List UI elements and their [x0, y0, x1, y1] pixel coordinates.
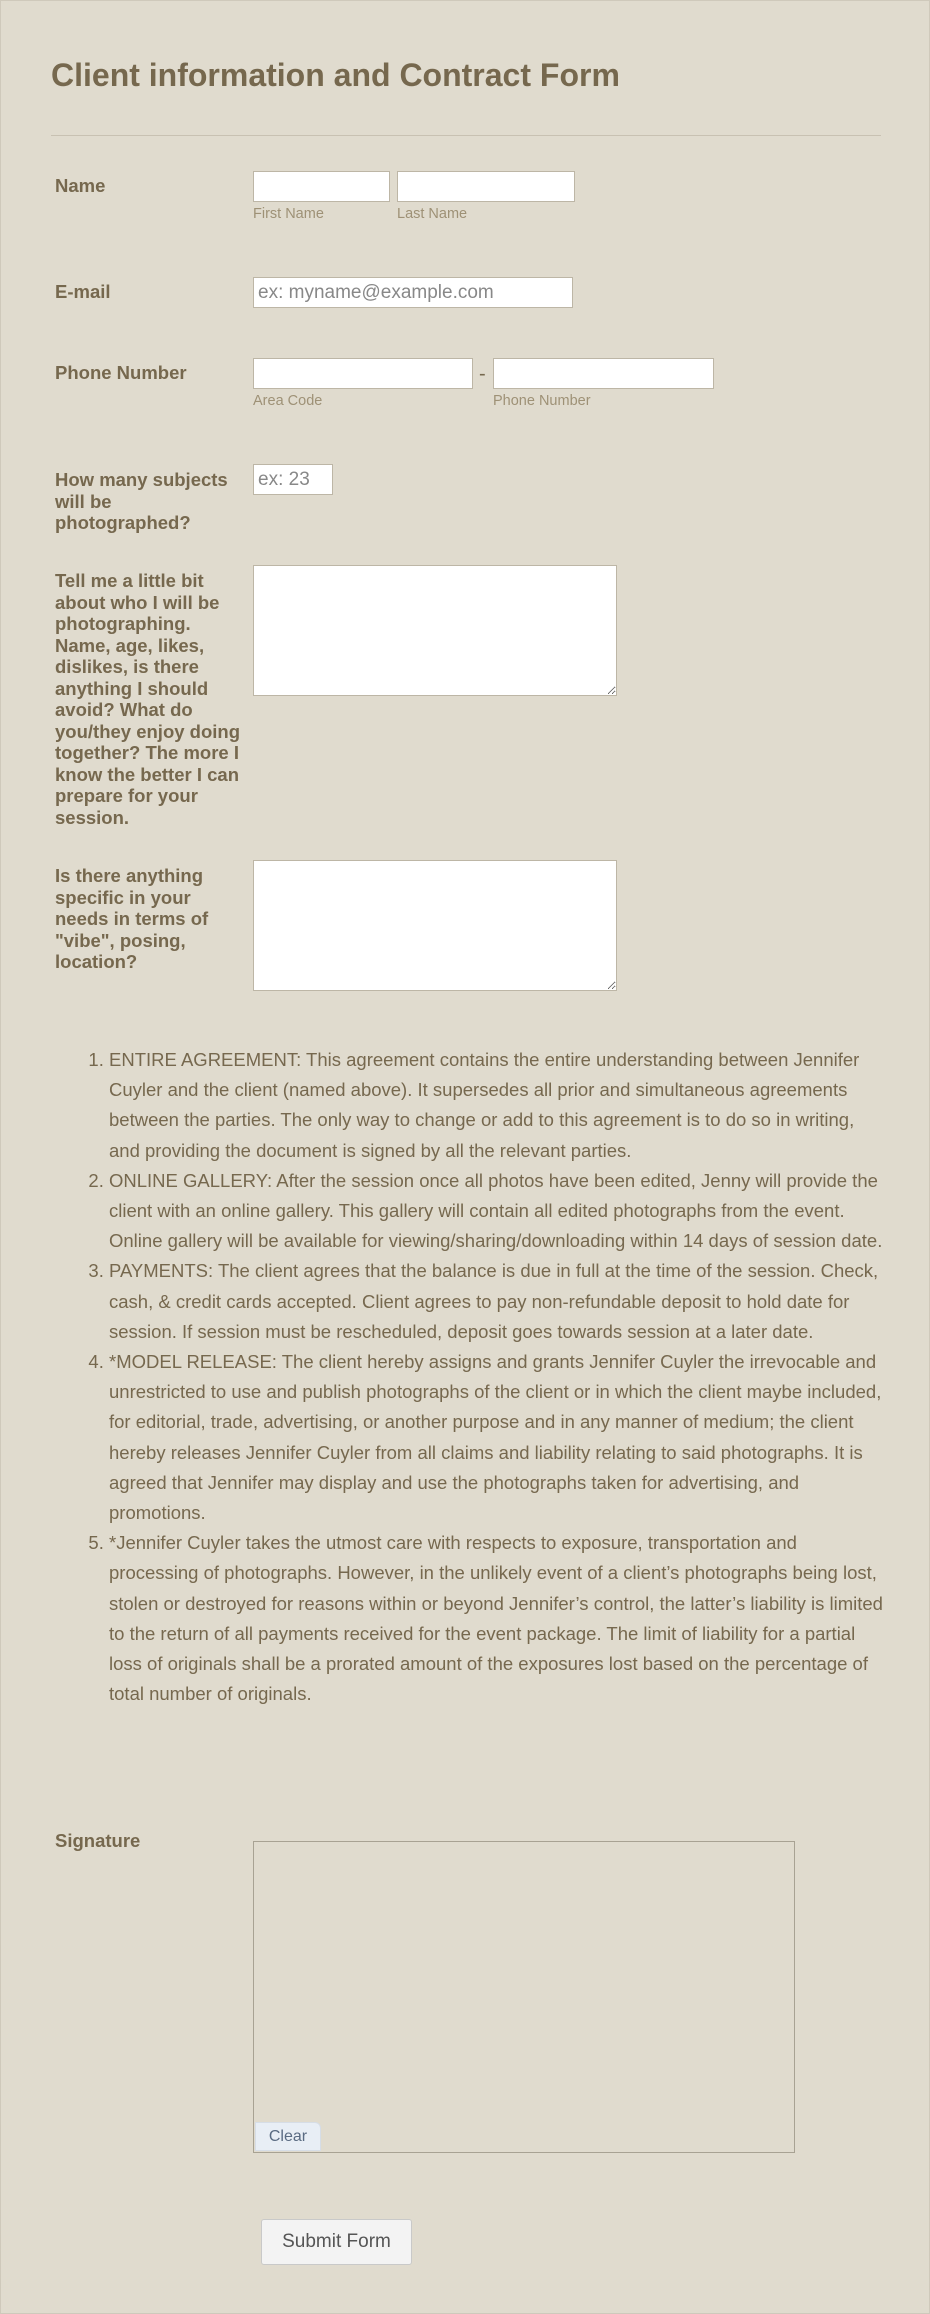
last-name-sublabel: Last Name: [397, 206, 468, 222]
first-name-sublabel: First Name: [253, 206, 324, 222]
needs-textarea[interactable]: [253, 860, 617, 991]
phone-separator: -: [479, 363, 486, 385]
phone-number-sublabel: Phone Number: [493, 393, 591, 409]
contract-term: 1. ENTIRE AGREEMENT: This agreement contains the entire understanding between Jennifer Cuyler and the client (named above). It supersedes all prior and simultaneous agreements between the parties. The only way to change or add to this agreement is to do so in writing, and providing the document is signed by all the relevant parties.: [109, 1045, 885, 1166]
clear-signature-button[interactable]: Clear: [255, 2122, 321, 2151]
signature-pad[interactable]: [253, 1841, 795, 2153]
first-name-input[interactable]: [253, 171, 390, 202]
about-label: Tell me a little bit about who I will be photographing. Name, age, likes, dislikes, is there anything I should avoid? What do you/they enjoy doing together? The more I know the better I can prepare for your session.: [55, 570, 241, 828]
contract-term: 2. ONLINE GALLERY: After the session once all photos have been edited, Jenny will provide the client with an online gallery. This gallery will contain all edited photographs from the event. Online gallery will be available for viewing/sharing/downloading within 14 days of session date.: [109, 1166, 885, 1257]
name-label: Name: [55, 175, 106, 196]
submit-button[interactable]: Submit Form: [261, 2219, 412, 2265]
last-name-input[interactable]: [397, 171, 575, 202]
subjects-label: How many subjects will be photographed?: [55, 469, 228, 533]
email-input[interactable]: [253, 277, 573, 308]
phone-label: Phone Number: [55, 362, 187, 383]
about-textarea[interactable]: [253, 565, 617, 696]
contract-term: 3. PAYMENTS: The client agrees that the balance is due in full at the time of the session. Check, cash, & credit cards accepted. Client agrees to pay non-refundable deposit to hold date for session. If session must be rescheduled, deposit goes towards session at a later date.: [109, 1256, 885, 1347]
phone-number-input[interactable]: [493, 358, 714, 389]
subjects-input[interactable]: [253, 464, 333, 495]
email-label: E-mail: [55, 281, 111, 302]
contract-term: 4. *MODEL RELEASE: The client hereby assigns and grants Jennifer Cuyler the irrevocable and unrestricted to use and publish photographs of the client or in which the client maybe included, for editorial, trade, advertising, or another purpose and in any manner of medium; the client hereby releases Jennifer Cuyler from all claims and liability relating to said photographs. It is agreed that Jennifer may display and use the photographs taken for advertising, and promotions.: [109, 1347, 885, 1528]
area-code-sublabel: Area Code: [253, 393, 323, 409]
needs-label: Is there anything specific in your needs in terms of "vibe", posing, location?: [55, 865, 209, 972]
header-divider: [51, 135, 881, 136]
signature-label: Signature: [55, 1830, 141, 1851]
contract-terms-list: [73, 1045, 885, 1709]
contract-term: 5. *Jennifer Cuyler takes the utmost care with respects to exposure, transportation and processing of photographs. However, in the unlikely event of a client’s photographs being lost, stolen or destroyed for reasons within or beyond Jennifer’s control, the latter’s liability is limited to the return of all payments received for the event package. The limit of liability for a partial loss of originals shall be a prorated amount of the exposures lost based on the percentage of total number of originals.: [109, 1528, 885, 1709]
area-code-input[interactable]: [253, 358, 473, 389]
page-title: Client information and Contract Form: [51, 57, 620, 93]
